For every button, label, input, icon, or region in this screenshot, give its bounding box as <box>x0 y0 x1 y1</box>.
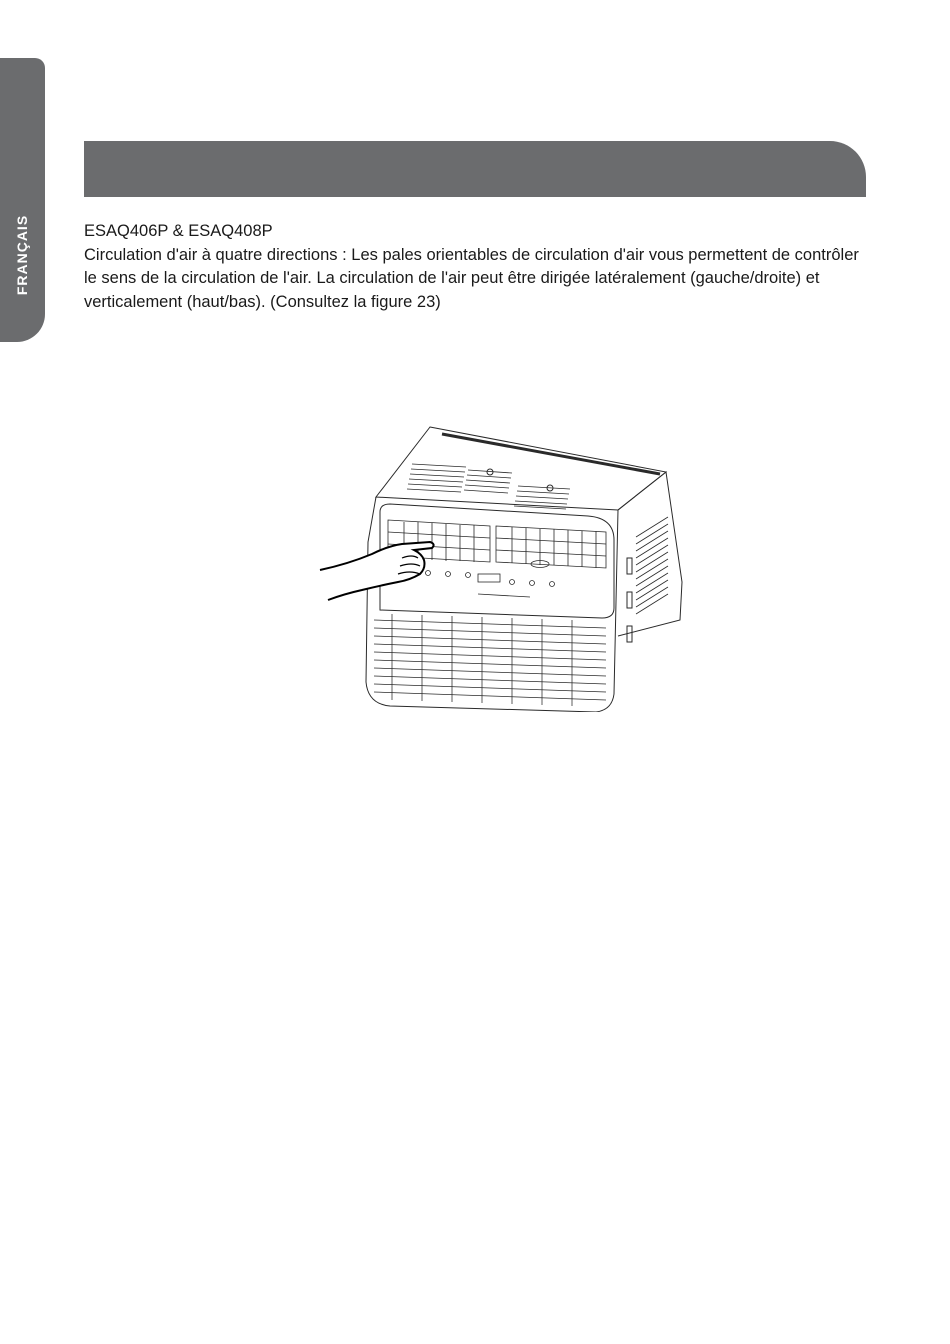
air-conditioner-figure <box>318 422 690 712</box>
language-label: FRANÇAIS <box>14 214 30 296</box>
air-conditioner-illustration-icon <box>318 422 690 712</box>
language-side-tab <box>0 58 45 342</box>
model-line: ESAQ406P & ESAQ408P <box>84 222 273 240</box>
section-body <box>84 220 874 314</box>
section-header-bar <box>84 141 866 197</box>
description-paragraph: Circulation d'air à quatre directions : Les pales orientables de circulation d'air vous permettent de contrôler le sens de la circulation de l'air. La circulation de l'air peut être dirigée latéralement (gauche/droite) et verticalement (haut/bas). (Consultez la figure 23) <box>84 245 859 311</box>
